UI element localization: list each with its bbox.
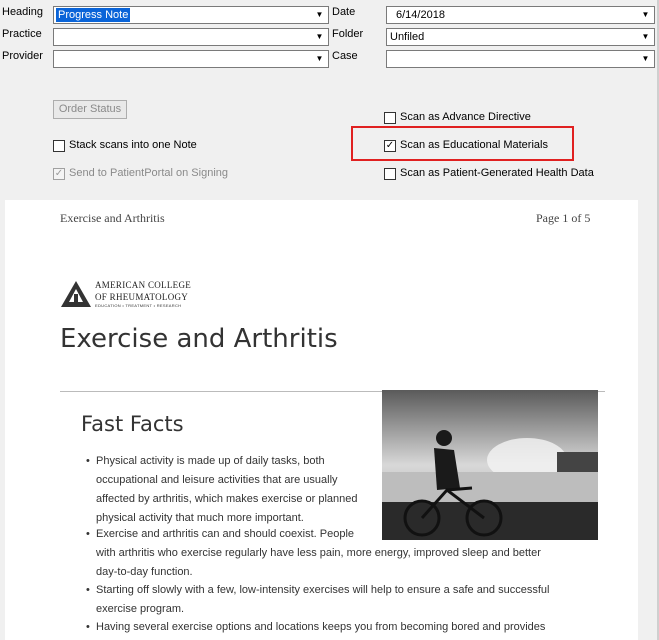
heading-value: Progress Note	[58, 9, 129, 21]
org-name-line2: OF RHEUMATOLOGY	[95, 292, 189, 302]
bullet-line: affected by arthritis, which makes exercise or planned	[96, 493, 358, 505]
stack-scans-checkbox[interactable]	[53, 140, 65, 152]
bullet-dot-icon: •	[86, 621, 90, 633]
heading-select[interactable]	[53, 6, 329, 24]
scan-options-form	[0, 0, 659, 200]
practice-select[interactable]	[53, 28, 329, 46]
case-label: Case	[332, 50, 358, 62]
bullet-dot-icon: •	[86, 528, 90, 540]
bullet-item	[86, 525, 606, 582]
date-picker[interactable]	[386, 6, 655, 24]
chevron-down-icon[interactable]: ▼	[315, 32, 324, 41]
bullet-item	[86, 452, 606, 528]
bullet-line: Having several exercise options and locations keeps you from becoming bored and provides	[96, 621, 546, 633]
acr-logo-icon	[60, 280, 92, 308]
case-select[interactable]	[386, 50, 655, 68]
bullet-item	[86, 618, 606, 637]
chevron-down-icon[interactable]: ▼	[641, 10, 650, 19]
scan-advance-label: Scan as Advance Directive	[400, 111, 531, 123]
send-portal-checkbox[interactable]: ✓	[54, 168, 64, 179]
bullet-item	[86, 581, 606, 619]
bullet-line: occupational and leisure activities that are usually	[96, 474, 338, 486]
org-name-line1: AMERICAN COLLEGE	[95, 280, 192, 290]
bullet-dot-icon: •	[86, 584, 90, 596]
doc-page-number: Page 1 of 5	[536, 211, 591, 225]
scan-educational-checkbox[interactable]: ✓	[385, 140, 395, 151]
doc-header-title: Exercise and Arthritis	[60, 211, 165, 225]
scan-patient-checkbox[interactable]	[384, 168, 396, 180]
scan-patient-label: Scan as Patient-Generated Health Data	[400, 167, 594, 179]
bullet-line: Exercise and arthritis can and should coexist. People	[96, 528, 355, 540]
section-heading: Fast Facts	[81, 412, 184, 436]
order-status-button[interactable]: Order Status	[53, 100, 127, 119]
org-tagline: EDUCATION • TREATMENT • RESEARCH	[95, 303, 182, 308]
folder-label: Folder	[332, 28, 364, 40]
chevron-down-icon[interactable]: ▼	[641, 54, 650, 63]
bullet-dot-icon: •	[86, 455, 90, 467]
chevron-down-icon[interactable]: ▼	[315, 54, 324, 63]
bullet-line: physical activity that much more important.	[96, 512, 304, 524]
heading-label: Heading	[2, 6, 43, 18]
practice-label: Practice	[2, 28, 42, 40]
bullet-line: with arthritis who exercise regularly have less pain, more energy, improved sleep and better	[96, 547, 541, 559]
send-portal-label: Send to PatientPortal on Signing	[69, 167, 229, 179]
scan-educational-label: Scan as Educational Materials	[400, 139, 548, 151]
bullet-line: Physical activity is made up of daily tasks, both	[96, 455, 325, 467]
scan-advance-checkbox[interactable]	[384, 112, 396, 124]
folder-value: Unfiled	[390, 31, 425, 43]
doc-title: Exercise and Arthritis	[60, 324, 338, 354]
highlight-box	[351, 126, 574, 161]
provider-label: Provider	[2, 50, 43, 62]
bullet-line: Starting off slowly with a few, low-intensity exercises will help to ensure a safe and successful	[96, 584, 550, 596]
bullet-line: exercise program.	[96, 603, 185, 615]
date-label: Date	[332, 6, 356, 18]
stack-scans-label: Stack scans into one Note	[69, 139, 197, 151]
bullet-line: day-to-day function.	[96, 566, 193, 578]
document-preview	[5, 200, 638, 640]
chevron-down-icon[interactable]: ▼	[641, 32, 650, 41]
folder-select[interactable]	[386, 28, 655, 46]
provider-select[interactable]	[53, 50, 329, 68]
date-value: 6/14/2018	[396, 9, 445, 21]
chevron-down-icon[interactable]: ▼	[315, 10, 324, 19]
